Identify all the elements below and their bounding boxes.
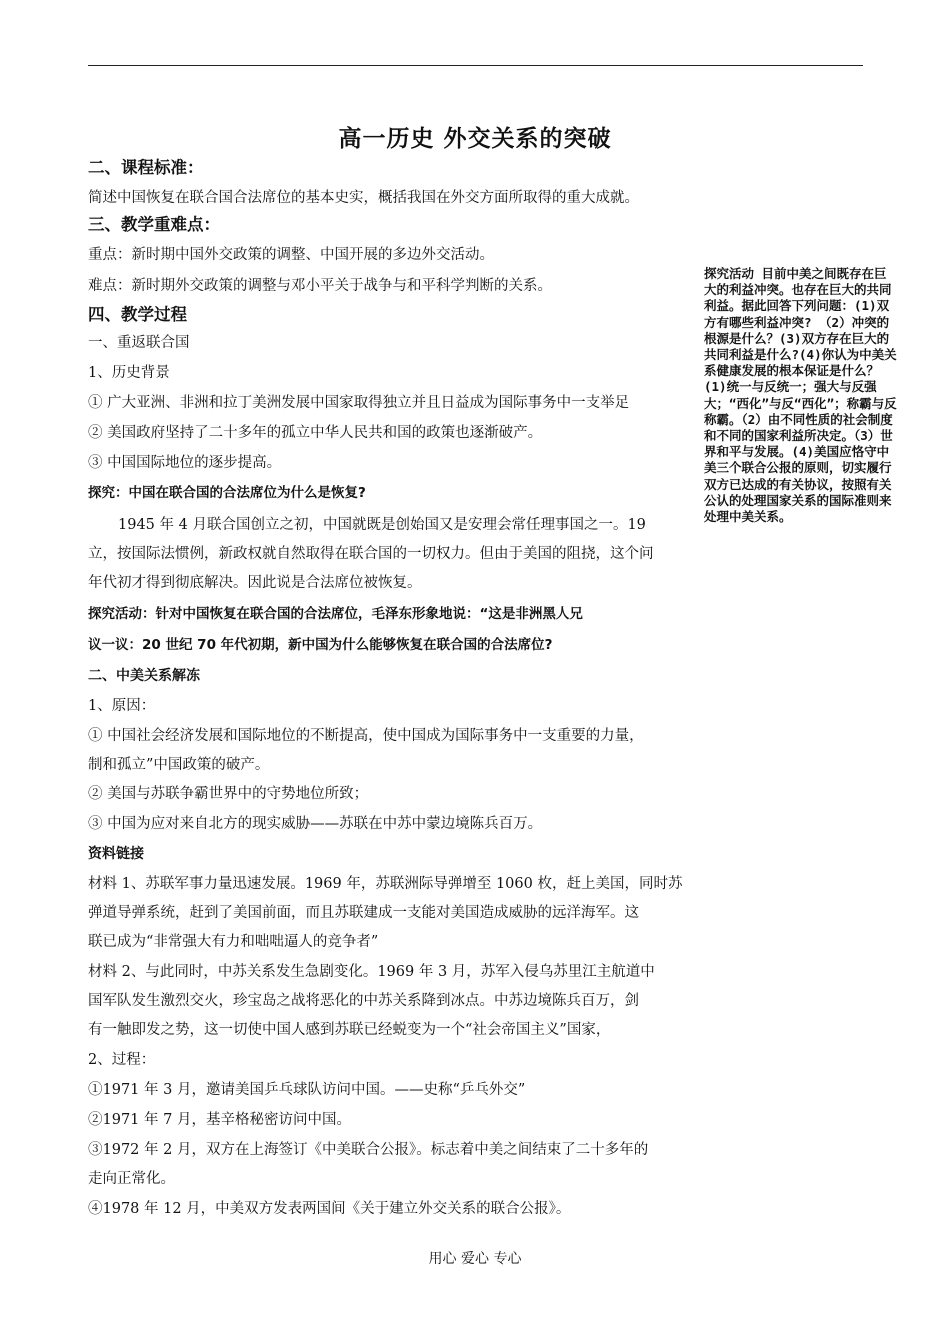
curriculum-text: 简述中国恢复在联合国合法席位的基本史实，概括我国在外交方面所取得的重大成就。 [88, 190, 639, 206]
process-item: ③1972 年 2 月，双方在上海签订《中美联合公报》。标志着中美之间结束了二十多年的 [88, 1142, 649, 1158]
material-line: 国军队发生激烈交火，珍宝岛之战将恶化的中苏关系降到冰点。中苏边境陈兵百万，剑 [88, 993, 639, 1009]
part2-heading: 二、中美关系解冻 [88, 668, 200, 684]
main-content [88, 150, 690, 1219]
paragraph-line: 年代初才得到彻底解决。因此说是合法席位被恢复。 [88, 575, 422, 591]
material-line: 有一触即发之势，这一切使中国人感到苏联已经蜕变为一个“社会帝国主义”国家， [88, 1022, 611, 1038]
discuss-question: 议一议：20 世纪 70 年代初期，新中国为什么能够恢复在联合国的合法席位? [88, 637, 553, 653]
material-line: 材料 1、苏联军事力量迅速发展。1969 年，苏联洲际导弹增至 1060 枚，赶上美国，同时苏 [88, 876, 683, 892]
page-title: 高一历史 外交关系的突破 [338, 126, 612, 152]
section-heading-curriculum: 二、课程标准： [88, 158, 204, 177]
header-rule [88, 65, 863, 66]
paragraph-line: 立，按国际法惯例，新政权就自然取得在联合国的一切权力。但由于美国的阻挠，这个问 [88, 546, 654, 562]
difficult-point-text: 难点：新时期外交政策的调整与邓小平关于战争与和平科学判断的关系。 [88, 278, 552, 294]
process-item: ①1971 年 3 月，邀请美国乒乓球队访问中国。——史称“乒乓外交” [88, 1082, 526, 1098]
explore-question: 探究：中国在联合国的合法席位为什么是恢复? [88, 485, 366, 501]
page-footer: 用心 爱心 专心 [428, 1251, 522, 1267]
key-point-text: 重点：新时期中国外交政策的调整、中国开展的多边外交活动。 [88, 247, 494, 263]
part1-heading: 一、重返联合国 [88, 335, 190, 351]
list-item: ③ 中国国际地位的逐步提高。 [88, 455, 282, 471]
sidebar-note: 探究活动 目前中美之间既存在巨大的利益冲突。也存在巨大的共同利益。据此回答下列问题：(1)双方有哪些利益冲突? （2）冲突的根源是什么？(3)双方存在巨大的共同利益是什么?(4)你认为中美关系健康发展的根本保证是什么？(1)统一与反统一；强大与反强大；“西化”与反“西化”；称霸与反称霸。（2）由不同性质的社会制度和不同的国家利益所决定。（3）世界和平与发展。(4)美国应恪守中美三个联合公报的原则，切实履行双方已达成的有关协议，按照有关公认的处理国家关系的国际准则来处理中美关系。 [704, 266, 897, 525]
material-line: 弹道导弹系统，赶到了美国前面，而且苏联建成一支能对美国造成威胁的远洋海军。这 [88, 905, 639, 921]
list-item: ① 广大亚洲、非洲和拉丁美洲发展中国家取得独立并且日益成为国际事务中一支举足 [88, 395, 630, 411]
part1-subheading: 1、历史背景 [88, 365, 170, 381]
list-item: 制和孤立”中国政策的破产。 [88, 757, 270, 773]
process-item: 走向正常化。 [88, 1171, 175, 1187]
list-item: ① 中国社会经济发展和国际地位的不断提高，使中国成为国际事务中一支重要的力量， [88, 728, 644, 744]
part2-process-heading: 2、过程： [88, 1052, 156, 1068]
process-item: ②1971 年 7 月，基辛格秘密访问中国。 [88, 1112, 351, 1128]
process-item: ④1978 年 12 月，中美双方发表两国间《关于建立外交关系的联合公报》。 [88, 1201, 571, 1217]
part2-subheading: 1、原因： [88, 698, 156, 714]
list-item: ② 美国政府坚持了二十多年的孤立中华人民共和国的政策也逐渐破产。 [88, 425, 543, 441]
list-item: ③ 中国为应对来自北方的现实威胁——苏联在中苏中蒙边境陈兵百万。 [88, 816, 543, 832]
section-heading-keypoints: 三、教学重难点： [88, 215, 220, 234]
material-line: 材料 2、与此同时，中苏关系发生急剧变化。1969 年 3 月，苏军入侵乌苏里江主航道中 [88, 964, 655, 980]
section-heading-process: 四、教学过程 [88, 305, 187, 324]
explore-activity: 探究活动：针对中国恢复在联合国的合法席位，毛泽东形象地说：“这是非洲黑人兄 [88, 606, 583, 622]
list-item: ② 美国与苏联争霸世界中的守势地位所致； [88, 786, 369, 802]
paragraph-line: 1945 年 4 月联合国创立之初，中国就既是创始国又是安理会常任理事国之一。19 [118, 517, 646, 533]
material-line: 联已成为“非常强大有力和咄咄逼人的竞争者” [88, 934, 379, 950]
materials-heading: 资料链接 [88, 846, 144, 862]
